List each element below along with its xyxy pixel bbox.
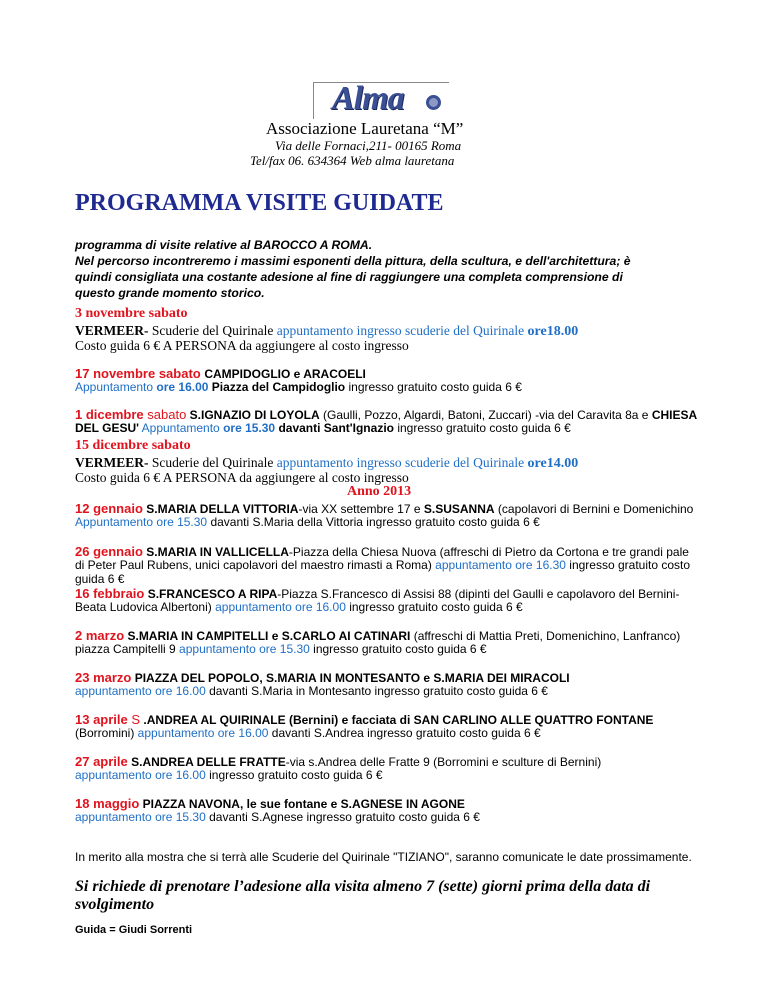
event-place: Scuderie del Quirinale xyxy=(148,455,277,470)
event-date: 23 marzo xyxy=(75,670,132,685)
event-desc: (Gaulli, Pozzo, Algardi, Batoni, Zuccari) -via del Caravita 8a e xyxy=(319,408,652,422)
event-title: PIAZZA DEL POPOLO, S.MARIA IN MONTESANTO e S.MARIA DEI MIRACOLI xyxy=(131,671,570,685)
event-date: 15 dicembre sabato xyxy=(75,438,191,453)
event-line xyxy=(75,544,689,559)
event-desc: (Borromini) xyxy=(75,726,138,740)
event-meeting: appuntamento ore 15.30 xyxy=(179,642,310,656)
event-place: davanti Sant'Ignazio xyxy=(275,421,394,435)
intro-line: quindi consigliata una costante adesione al fine di raggiungere una completa comprensione di xyxy=(75,270,623,284)
event-meeting: appuntamento ore 15.30 xyxy=(75,810,206,824)
event-title: PIAZZA NAVONA, le sue fontane e S.AGNESE IN AGONE xyxy=(139,797,465,811)
event-date: 27 aprile xyxy=(75,754,128,769)
event-desc: -via XX settembre 17 e xyxy=(298,502,424,516)
guide-credit: Guida = Giudi Sorrenti xyxy=(75,924,193,936)
exhibition-note: In merito alla mostra che si terrà alle Scuderie del Quirinale "TIZIANO", saranno comunicate le date prossimamente. xyxy=(75,850,692,864)
event-time: ore 15.30 xyxy=(223,421,276,435)
event-day: sabato xyxy=(143,407,187,422)
event-date: 17 novembre sabato xyxy=(75,366,205,381)
event-line xyxy=(75,726,541,740)
event-line xyxy=(75,421,571,435)
event-date: 2 marzo xyxy=(75,628,125,643)
event-title: S.MARIA DELLA VITTORIA xyxy=(142,502,299,516)
event-cost: davanti S.Agnese ingresso gratuito costo guida 6 € xyxy=(205,810,480,824)
event-line xyxy=(75,810,480,824)
event-desc: (affreschi di Mattia Preti, Domenichino, Lanfranco) xyxy=(410,629,681,643)
event-title: S.SUSANNA xyxy=(423,502,495,516)
event-meeting: Appuntamento ore 15.30 xyxy=(75,515,208,529)
event-cost: ingresso gratuito costo guida 6 € xyxy=(345,380,522,394)
event-line xyxy=(75,380,522,394)
booking-line: svolgimento xyxy=(75,896,155,913)
event-title: VERMEER- xyxy=(75,455,149,470)
event-title: S.ANDREA DELLE FRATTE xyxy=(127,755,286,769)
event-meeting: appuntamento ingresso scuderie del Quirinale xyxy=(276,455,528,470)
event-desc: piazza Campitelli 9 xyxy=(75,642,180,656)
page-title: PROGRAMMA VISITE GUIDATE xyxy=(75,190,444,216)
event-letter: S xyxy=(127,712,141,727)
event-line xyxy=(75,515,540,529)
event-line xyxy=(75,600,523,614)
intro-line: Nel percorso incontreremo i massimi esponenti della pittura, della scultura, e dell'architettura; è xyxy=(75,254,631,268)
event-line xyxy=(75,796,465,811)
event-meeting: appuntamento ore 16.00 xyxy=(137,726,269,740)
intro-line: programma di visite relative al BAROCCO A ROMA. xyxy=(75,238,373,252)
event-line xyxy=(75,712,653,727)
booking-line: Si richiede di prenotare l’adesione alla visita almeno 7 (sette) giorni prima della data di xyxy=(75,878,651,895)
org-contacts: Tel/fax 06. 634364 Web alma lauretana xyxy=(250,153,455,168)
event-line xyxy=(75,407,697,422)
event-line xyxy=(75,670,570,685)
event-line xyxy=(75,628,680,643)
event-desc: Beata Ludovica Albertoni) xyxy=(75,600,216,614)
event-time: ore18.00 xyxy=(527,324,579,339)
event-cost: ingresso gratuito costo guida 6 € xyxy=(309,642,487,656)
event-time: ore 16.00 xyxy=(156,380,209,394)
event-title: DEL GESU' xyxy=(75,421,139,435)
event-meeting: Appuntamento xyxy=(138,421,224,435)
event-line xyxy=(75,501,693,516)
event-meeting: Appuntamento xyxy=(75,380,157,394)
event-place: davanti S.Maria della Vittoria ingresso gratuito costo guida 6 € xyxy=(207,515,540,529)
event-line xyxy=(75,642,487,656)
event-cost: davanti S.Maria in Montesanto ingresso gratuito costo guida 6 € xyxy=(205,684,548,698)
event-cost: ingresso gratuito costo guida 6 € xyxy=(393,421,571,435)
event-place: Scuderie del Quirinale xyxy=(148,323,277,338)
org-name: Associazione Lauretana “M” xyxy=(266,119,464,138)
event-meeting: appuntamento ore 16.00 xyxy=(75,684,206,698)
event-line xyxy=(75,684,548,698)
event-meeting: appuntamento ore 16.30 xyxy=(435,558,566,572)
year-heading: Anno 2013 xyxy=(347,484,412,499)
event-date: 3 novembre sabato xyxy=(75,306,188,321)
event-date: 13 aprile xyxy=(75,712,128,727)
alma-logo: Alma xyxy=(332,80,404,117)
event-title: .ANDREA AL QUIRINALE (Bernini) e facciata di SAN CARLINO ALLE QUATTRO FONTANE xyxy=(140,713,654,727)
event-date: 1 dicembre xyxy=(75,407,144,422)
event-desc: -Piazza della Chiesa Nuova (affreschi di Pietro da Cortona e tre grandi pale xyxy=(288,545,689,559)
event-title: CAMPIDOGLIO e ARACOELI xyxy=(204,367,366,381)
event-title: S.FRANCESCO A RIPA xyxy=(144,587,278,601)
event-title: S.IGNAZIO DI LOYOLA xyxy=(186,408,320,422)
event-title: CHIESA xyxy=(651,408,698,422)
intro-paragraph xyxy=(75,237,631,301)
event-cost: ingresso gratuito costo guida 6 € xyxy=(345,600,523,614)
event-cost: davanti S.Andrea ingresso gratuito costo guida 6 € xyxy=(268,726,541,740)
event-cost: guida 6 € xyxy=(75,572,125,586)
event-meeting: appuntamento ore 16.00 xyxy=(75,768,206,782)
event-line xyxy=(75,366,366,381)
event-cost: ingresso gratuito costo xyxy=(565,558,691,572)
event-meeting: appuntamento ore 16.00 xyxy=(215,600,346,614)
intro-line: questo grande momento storico. xyxy=(75,286,265,300)
org-address: Via delle Fornaci,211- 00165 Roma xyxy=(275,138,462,153)
event-meeting: appuntamento ingresso scuderie del Quirinale xyxy=(276,323,528,338)
event-title: VERMEER- xyxy=(75,323,149,338)
event-line xyxy=(75,586,679,601)
event-cost: Costo guida 6 € A PERSONA da aggiungere al costo ingresso xyxy=(75,338,409,353)
event-date: 26 gennaio xyxy=(75,544,143,559)
event-title: S.MARIA IN VALLICELLA xyxy=(142,545,289,559)
event-desc: -via s.Andrea delle Fratte 9 (Borromini e sculture di Bernini) xyxy=(285,755,602,769)
event-cost: Costo guida 6 € A PERSONA da aggiungere al costo ingresso xyxy=(75,470,409,485)
booking-notice xyxy=(75,878,650,914)
event-desc: (capolavori di Bernini e Domenichino xyxy=(494,502,694,516)
event-date: 18 maggio xyxy=(75,796,140,811)
event-date: 16 febbraio xyxy=(75,586,145,601)
event-desc: -Piazza S.Francesco di Assisi 88 (dipinti del Gaulli e capolavoro del Bernini- xyxy=(277,587,680,601)
event-cost: ingresso gratuito costo guida 6 € xyxy=(205,768,383,782)
logo-ring-icon xyxy=(426,95,441,110)
event-line xyxy=(75,768,383,782)
event-date: 12 gennaio xyxy=(75,501,143,516)
event-title: S.MARIA IN CAMPITELLI e S.CARLO AI CATINARI xyxy=(124,629,411,643)
event-line xyxy=(75,558,690,572)
event-line xyxy=(75,754,601,769)
event-desc: di Peter Paul Rubens, unici capolavori del maestro rimasti a Roma) xyxy=(75,558,436,572)
event-time: ore14.00 xyxy=(527,456,579,471)
event-place: Piazza del Campidoglio xyxy=(208,380,346,394)
